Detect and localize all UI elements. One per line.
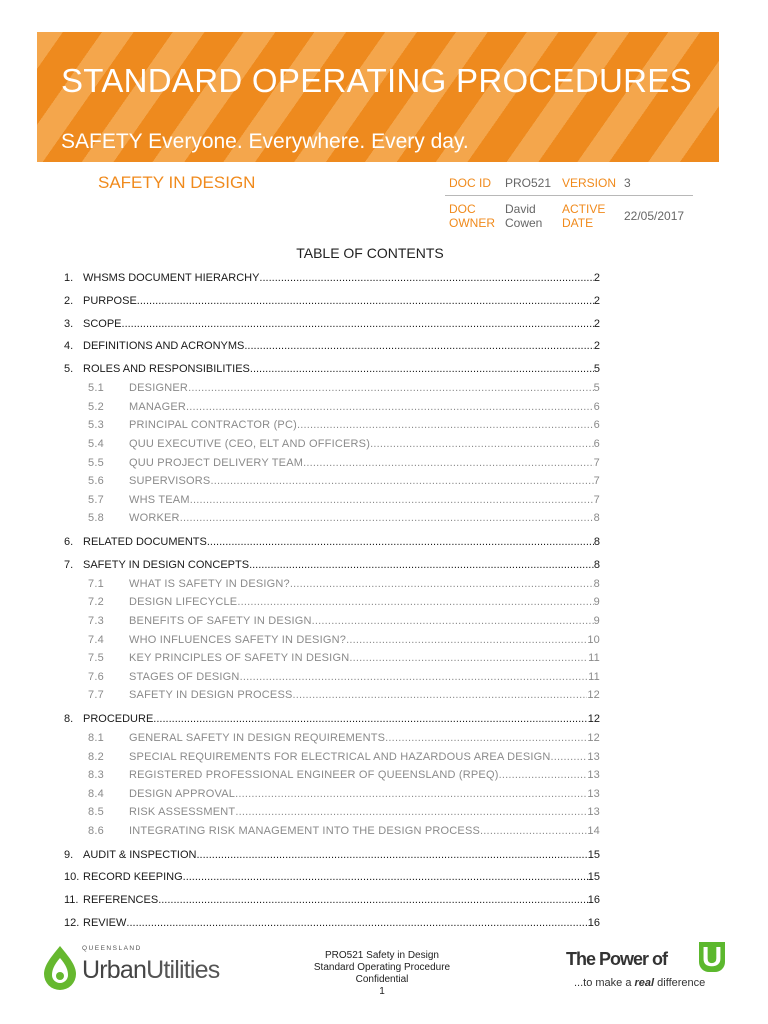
toc-entry-number: 7. [64,559,74,571]
toc-entry[interactable] [64,271,600,285]
toc-entry-title: SAFETY IN DESIGN CONCEPTS [83,559,250,571]
toc-entry-page: 12 [587,732,600,744]
toc-entry-title: SUPERVISORS [129,475,211,487]
toc-entry-title: PRINCIPAL CONTRACTOR (PC) [129,419,297,431]
header-banner [37,32,719,162]
toc-entry[interactable] [64,317,600,331]
toc-entry-title: BENEFITS OF SAFETY IN DESIGN [129,615,312,627]
toc-entry[interactable] [64,870,600,884]
toc-entry-number: 5.4 [88,438,104,450]
toc-entry-number: 5.6 [88,475,104,487]
toc-entry-number: 7.7 [88,689,104,701]
toc-entry[interactable] [88,418,600,432]
document-title: SAFETY IN DESIGN [98,173,256,192]
toc-leader-dots [480,824,587,838]
toc-entry-title: PROCEDURE [83,713,154,725]
banner-tagline: SAFETY Everyone. Everywhere. Every day. [61,130,469,153]
toc-entry-page: 7 [593,475,600,487]
toc-entry-page: 8 [593,578,600,590]
toc-entry-number: 11. [64,894,79,906]
toc-entry-title: WHAT IS SAFETY IN DESIGN? [129,578,290,590]
toc-entry-number: 8. [64,713,74,725]
toc-entry-title: RISK ASSESSMENT [129,806,236,818]
toc-entry[interactable] [64,893,600,907]
footer-doc-title: PRO521 Safety in Design [325,950,439,961]
toc-leader-dots [551,750,588,764]
toc-leader-dots [190,493,594,507]
toc-entry-page: 12 [587,713,600,725]
toc-entry-number: 7.2 [88,596,104,608]
toc-leader-dots [122,317,594,331]
toc-entry-page: 8 [593,512,600,524]
toc-entry[interactable] [88,768,600,782]
toc-entry[interactable] [88,595,600,609]
toc-entry-page: 13 [587,806,600,818]
logo-queensland-text: QUEENSLAND [82,945,142,952]
toc-leader-dots [158,893,588,907]
footer-doc-type: Standard Operating Procedure [313,962,451,973]
toc-entry-title: SAFETY IN DESIGN PROCESS [129,689,293,701]
toc-leader-dots [346,633,587,647]
toc-entry-number: 10. [64,871,80,883]
toc-entry[interactable] [88,400,600,414]
toc-entry-title: INTEGRATING RISK MANAGEMENT INTO THE DESIGN PROCESS [129,825,481,837]
toc-entry-number: 5. [64,363,74,375]
toc-leader-dots [249,558,594,572]
toc-entry-page: 8 [593,536,600,548]
footer-page-number: 1 [379,986,385,997]
toc-entry-number: 7.3 [88,615,104,627]
toc-entry-page: 14 [587,825,600,837]
toc-leader-dots [237,595,593,609]
toc-entry-number: 5.2 [88,401,104,413]
toc-entry-number: 1. [64,272,74,284]
power-of-u-mark: U [699,942,725,972]
toc-entry[interactable] [88,474,600,488]
toc-entry-number: 7.6 [88,671,104,683]
toc-entry-page: 6 [593,438,600,450]
toc-entry-number: 7.1 [88,578,104,590]
toc-entry-title: STAGES OF DESIGN [129,671,240,683]
owner-value-line1: David [505,202,536,216]
toc-entry-page: 6 [593,401,600,413]
toc-entry-page: 16 [587,894,600,906]
power-of-u-text: The Power of [566,949,668,969]
droplet-logo-icon [40,944,80,990]
toc-entry-title: GENERAL SAFETY IN DESIGN REQUIREMENTS [129,732,386,744]
toc-entry-page: 2 [593,340,600,352]
toc-entry-number: 12. [64,917,80,929]
toc-leader-dots [196,848,587,862]
toc-entry-title: SPECIAL REQUIREMENTS FOR ELECTRICAL AND HAZARDOUS AREA DESIGN [129,751,551,763]
power-of-u-logo [566,941,730,992]
toc-leader-dots [207,535,594,549]
toc-leader-dots [297,418,594,432]
toc-entry-title: KEY PRINCIPLES OF SAFETY IN DESIGN [129,652,350,664]
doc-id-label: DOC ID [449,176,491,190]
toc-entry[interactable] [64,294,600,308]
toc-entry[interactable] [64,535,600,549]
toc-entry-number: 5.1 [88,382,104,394]
toc-entry-page: 13 [587,788,600,800]
owner-label-line2: OWNER [449,216,495,230]
toc-entry-page: 2 [593,295,600,307]
toc-entry-number: 8.5 [88,806,104,818]
toc-entry[interactable] [88,750,600,764]
footer-info [284,950,480,998]
toc-entry-page: 15 [587,849,600,861]
toc-entry-title: REGISTERED PROFESSIONAL ENGINEER OF QUEENSLAND (RPEQ) [129,769,499,781]
toc-entry-number: 5.8 [88,512,104,524]
toc-entry-title: SCOPE [83,318,122,330]
toc-leader-dots [137,294,594,308]
banner-title: STANDARD OPERATING PROCEDURES [61,62,692,99]
toc-entry-title: WHSMS DOCUMENT HIERARCHY [83,272,260,284]
toc-entry[interactable] [88,577,600,591]
toc-entry-number: 9. [64,849,74,861]
active-date-label-line1: ACTIVE [562,202,606,216]
toc-entry[interactable] [64,916,600,930]
toc-entry-number: 6. [64,536,74,548]
toc-entry[interactable] [88,688,600,702]
toc-leader-dots [240,670,589,684]
metadata-divider [445,195,693,196]
toc-entry[interactable] [64,558,600,572]
toc-entry-page: 11 [588,671,600,683]
toc-entry-title: RECORD KEEPING [83,871,183,883]
toc-entry-page: 5 [593,363,600,375]
toc-entry-title: ROLES AND RESPONSIBILITIES [83,363,250,375]
queensland-urban-utilities-logo [40,944,220,990]
toc-leader-dots [349,651,588,665]
toc-entry-title: REFERENCES [83,894,159,906]
toc-leader-dots [385,731,587,745]
toc-entry-number: 7.4 [88,634,104,646]
toc-entry-number: 8.2 [88,751,104,763]
toc-entry-page: 8 [593,559,600,571]
toc-entry-title: PURPOSE [83,295,137,307]
toc-leader-dots [259,271,593,285]
toc-entry-number: 8.4 [88,788,104,800]
toc-entry-title: REVIEW [83,917,127,929]
doc-id-value: PRO521 [505,176,552,190]
toc-entry-page: 2 [593,318,600,330]
toc-entry-title: DESIGN LIFECYCLE [129,596,238,608]
toc-entry-page: 9 [593,615,600,627]
toc-entry-number: 5.3 [88,419,104,431]
toc-entry[interactable] [64,339,600,353]
toc-leader-dots [293,688,588,702]
toc-entry-page: 15 [587,871,600,883]
toc-entry-page: 9 [593,596,600,608]
toc-entry[interactable] [88,456,600,470]
toc-entry-page: 13 [587,769,600,781]
toc-entry-title: DEFINITIONS AND ACRONYMS [83,340,245,352]
toc-entry-page: 10 [587,634,600,646]
toc-entry-title: MANAGER [129,401,187,413]
toc-leader-dots [188,381,594,395]
toc-leader-dots [235,805,587,819]
toc-entry-number: 8.1 [88,732,104,744]
logo-urban-utilities-text: UrbanUtilities [82,956,220,984]
toc-entry-page: 16 [587,917,600,929]
toc-leader-dots [499,768,588,782]
toc-entry[interactable] [88,614,600,628]
toc-entry[interactable] [88,787,600,801]
toc-leader-dots [250,362,594,376]
toc-entry-title: DESIGNER [129,382,189,394]
toc-entry-title: WHS TEAM [129,494,190,506]
active-date-value: 22/05/2017 [624,209,685,223]
toc-leader-dots [186,400,594,414]
toc-entry-page: 7 [593,494,600,506]
toc-leader-dots [183,870,588,884]
toc-leader-dots [235,787,587,801]
toc-entry-number: 8.6 [88,825,104,837]
toc-entry-page: 2 [593,272,600,284]
active-date-label-line2: DATE [562,216,594,230]
toc-entry-title: AUDIT & INSPECTION [83,849,197,861]
toc-entry[interactable] [88,731,600,745]
toc-leader-dots [153,712,587,726]
toc-entry-number: 8.3 [88,769,104,781]
toc-entry[interactable] [64,712,600,726]
toc-entry-number: 4. [64,340,74,352]
toc-entry[interactable] [88,805,600,819]
toc-entry[interactable] [64,848,600,862]
toc-leader-dots [303,456,594,470]
toc-entry[interactable] [88,493,600,507]
toc-entry[interactable] [64,362,600,376]
toc-leader-dots [126,916,587,930]
toc-leader-dots [180,511,594,525]
toc-leader-dots [290,577,594,591]
toc-entry-title: QUU PROJECT DELIVERY TEAM [129,457,304,469]
toc-entry[interactable] [88,381,600,395]
toc-entry[interactable] [88,824,600,838]
toc-entry-title: DESIGN APPROVAL [129,788,236,800]
toc-entry-page: 6 [593,419,600,431]
toc-leader-dots [370,437,594,451]
toc-heading: TABLE OF CONTENTS [296,245,444,261]
owner-value-line2: Cowen [505,216,543,230]
toc-entry[interactable] [88,511,600,525]
toc-entry[interactable] [88,670,600,684]
toc-leader-dots [244,339,594,353]
toc-entry-number: 7.5 [88,652,104,664]
version-value: 3 [624,176,631,190]
footer-confidential: Confidential [355,974,409,985]
version-label: VERSION [562,176,617,190]
toc-entry[interactable] [88,651,600,665]
toc-leader-dots [312,614,594,628]
toc-entry-title: WORKER [129,512,180,524]
toc-entry-page: 13 [587,751,600,763]
toc-entry-page: 12 [587,689,600,701]
power-of-u-slogan: ...to make a real difference [574,977,706,989]
toc-entry-title: WHO INFLUENCES SAFETY IN DESIGN? [129,634,347,646]
toc-entry-page: 7 [593,457,600,469]
owner-label-line1: DOC [449,202,476,216]
toc-entry[interactable] [88,437,600,451]
toc-entry-title: QUU EXECUTIVE (CEO, ELT AND OFFICERS) [129,438,371,450]
toc-entry-title: RELATED DOCUMENTS [83,536,207,548]
toc-entry-number: 2. [64,295,74,307]
toc-entry-number: 5.7 [88,494,104,506]
toc-entry-page: 5 [593,382,600,394]
toc-entry[interactable] [88,633,600,647]
toc-entry-number: 3. [64,318,74,330]
toc-entry-page: 11 [588,652,600,664]
toc-leader-dots [210,474,593,488]
toc-entry-number: 5.5 [88,457,104,469]
